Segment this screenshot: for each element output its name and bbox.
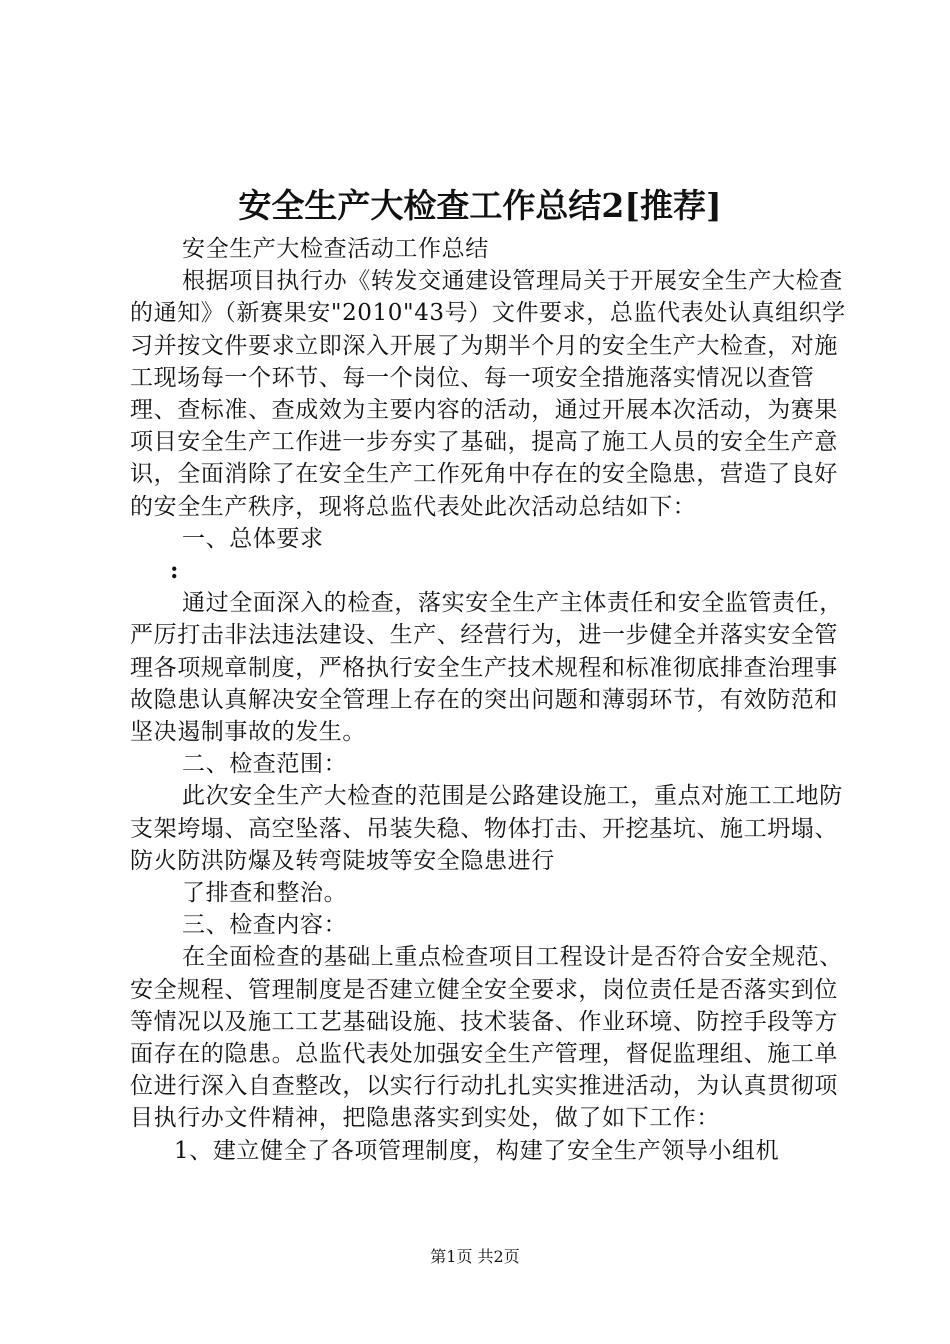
body-paragraph: : <box>170 557 180 585</box>
body-paragraph: 安全生产大检查活动工作总结 <box>182 236 489 262</box>
section-heading: 三、检查内容： <box>182 912 348 939</box>
page-footer: 第1页 共2页 <box>430 1247 520 1266</box>
body-paragraph: 通过全面深入的检查，落实安全生产主体责任和安全监管责任，严厉打击非法违法建设、生产、经营行为，进一步健全并落实安全管理各项规章制度，严格执行安全生产技术规程和标准彻底排查治理事故隐患认真解决安全管理上存在的突出问题和薄弱环节，有效防范和坚决遏制事故的发生。 <box>130 590 843 746</box>
section-heading: 一、总体要求 <box>182 525 324 552</box>
body-paragraph: 根据项目执行办《转发交通建设管理局关于开展安全生产大检查的通知》（新赛果安"2010"43号）文件要求，总监代表处认真组织学习并按文件要求立即深入开展了为期半个月的安全生产大检查，对施工现场每一个环节、每一个岗位、每一项安全措施落实情况以查管理、查标准、查成效为主要内容的活动，通过开展本次活动，为赛果项目安全生产工作进一步夯实了基础，提高了施工人员的安全生产意识，全面消除了在安全生产工作死角中存在的安全隐患，营造了良好的安全生产秩序，现将总监代表处此次活动总结如下： <box>130 268 846 520</box>
body-paragraph: 了排查和整治。 <box>182 880 348 907</box>
body-paragraph: 在全面检查的基础上重点检查项目工程设计是否符合安全规范、安全规程、管理制度是否建立健全安全要求，岗位责任是否落实到位等情况以及施工工艺基础设施、技术装备、作业环境、防控手段等方面存在的隐患。总监代表处加强安全生产管理，督促监理组、施工单位进行深入自查整改，以实行行动扎扎实实推进活动，为认真贯彻项目执行办文件精神，把隐患落实到实处，做了如下工作： <box>130 944 843 1132</box>
body-paragraph: 1、建立健全了各项管理制度，构建了安全生产领导小组机 <box>174 1137 780 1164</box>
document-title: 安全生产大检查工作总结2[推荐] <box>238 186 722 225</box>
section-heading: 二、检查范围： <box>182 751 348 778</box>
body-paragraph: 此次安全生产大检查的范围是公路建设施工，重点对施工工地防支架垮塌、高空坠落、吊装失稳、物体打击、开挖基坑、施工坍塌、防火防洪防爆及转弯陡坡等安全隐患进行 <box>130 783 843 874</box>
document-body <box>130 233 860 1167</box>
